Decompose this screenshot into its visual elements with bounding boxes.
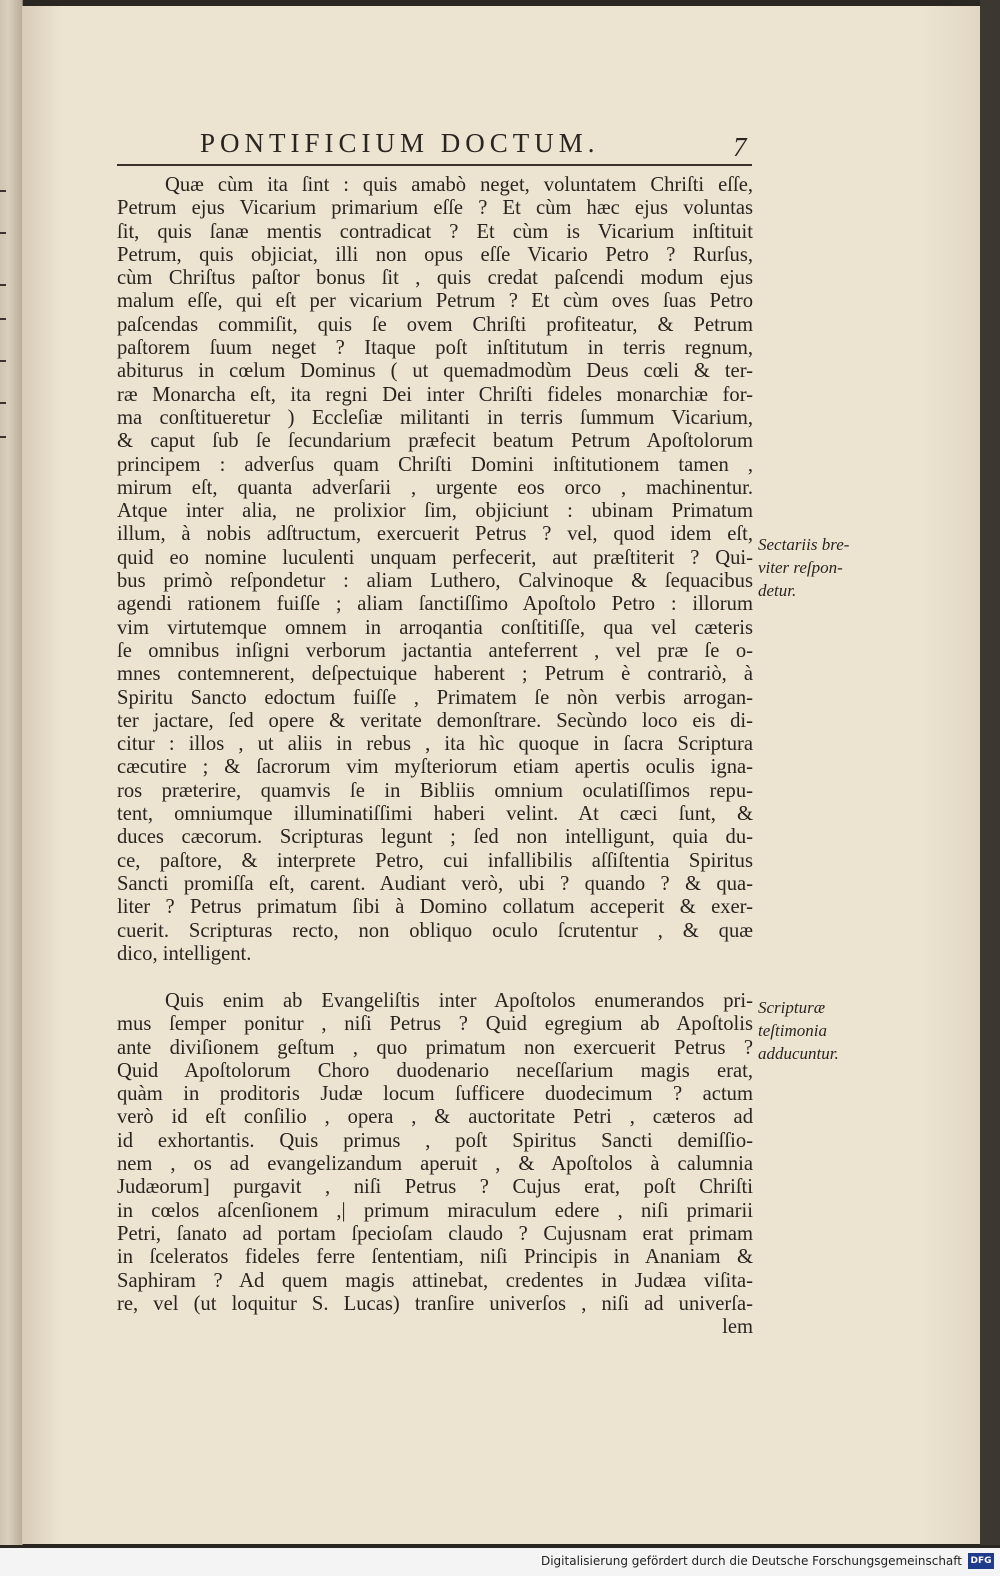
page-number: 7 <box>733 132 747 162</box>
text-line: ante diviſionem geſtum , quo primatum non exercuerit Petrus ? <box>117 1036 753 1059</box>
margin-note-line: teſtimonia <box>758 1021 827 1040</box>
text-line: quid eo nomine luculenti unquam perfecerit, aut præſtiterit ? Qui- <box>117 546 753 569</box>
page-edge-mark <box>0 318 6 320</box>
margin-note-1 <box>758 533 849 602</box>
page-edge-mark <box>0 232 6 234</box>
text-line: Saphiram ? Ad quem magis attinebat, credentes in Judæa viſita- <box>117 1269 753 1292</box>
margin-note-line: detur. <box>758 581 797 600</box>
text-line: Petrum, quis objiciat, illi non opus eſſe Vicario Petro ? Rurſus, <box>117 243 753 266</box>
text-line: mnes contemnerent, deſpectuique haberent ; Petrum è contrariò, à <box>117 663 753 686</box>
text-line: tent, omniumque illuminatiſſimi haberi velint. At cæci ſunt, & <box>117 803 753 826</box>
dfg-logo: DFG <box>968 1553 994 1569</box>
page-edge-mark <box>0 360 6 362</box>
text-line: illum, à nobis adſtructum, exercuerit Petrus ? vel, quod idem eſt, <box>117 523 753 546</box>
text-line: re, vel (ut loquitur S. Lucas) tranſire univerſos , niſi ad univerſa- <box>117 1292 753 1315</box>
text-line: cuerit. Scripturas recto, non obliquo oculo ſcrutentur , & quæ <box>117 919 753 942</box>
text-line: Petri, ſanato ad portam ſpecioſam claudo ? Cujusnam erat primam <box>117 1222 753 1245</box>
header-rule <box>117 164 752 166</box>
margin-note-2 <box>758 996 839 1065</box>
page-edge-mark <box>0 402 6 404</box>
page-edge-mark <box>0 284 6 286</box>
text-line: cùm Chriſtus paſtor bonus ſit , quis credat paſcendi modum ejus <box>117 267 753 290</box>
text-line: Quæ cùm ita ſint : quis amabò neget, voluntatem Chriſti eſſe, <box>165 174 753 196</box>
left-page-stack <box>0 0 23 1545</box>
margin-note-line: adducuntur. <box>758 1044 839 1063</box>
text-line: vim virtutemque omnem in arroqantia conſtitiſſe, qua vel cæteris <box>117 616 753 639</box>
digitization-footer <box>0 1548 1000 1576</box>
text-line: ter jactare, ſed opere & veritate demonſtrare. Secùndo loco eis di- <box>117 709 753 732</box>
text-line: id exhortantis. Quis primus , poſt Spiritus Sancti demiſſio- <box>117 1129 753 1152</box>
text-line: Spiritu Sancto edoctum fuiſſe , Primatem ſe nòn verbis arrogan- <box>117 686 753 709</box>
text-line: citur : illos , ut aliis in rebus , ita hìc quoque in ſacra Scriptura <box>117 733 753 756</box>
text-line: paſcendas commiſit, quis ſe ovem Chriſti profiteatur, & Petrum <box>117 313 753 336</box>
footer-credit: Digitalisierung gefördert durch die Deutsche Forschungsgemeinschaft <box>540 1554 962 1568</box>
text-line: ce, paſtore, & interprete Petro, cui infallibilis aſſiſtentia Spiritus <box>117 849 753 872</box>
text-line: Judæorum] purgavit , niſi Petrus ? Cujus erat, poſt Chriſti <box>117 1176 753 1199</box>
text-line: bus primò reſpondetur : aliam Luthero, Calvinoque & ſequacibus <box>117 570 753 593</box>
text-line: Quis enim ab Evangeliſtis inter Apoſtolos enumerandos pri- <box>165 990 753 1012</box>
text-line: ſit, quis ſanæ mentis contradicat ? Et cùm is Vicarium inſtituit <box>117 220 753 243</box>
text-line: ma conſtitueretur ) Eccleſiæ militanti in terris ſummum Vicarium, <box>117 406 753 429</box>
text-line: mus ſemper ponitur , niſi Petrus ? Quid egregium ab Apoſtolis <box>117 1013 753 1036</box>
text-line: Quid Apoſtolorum Choro duodenario neceſſarium magis erat, <box>117 1059 753 1082</box>
text-line: malum eſſe, qui eſt per vicarium Petrum ? Et cùm oves ſuas Petro <box>117 290 753 313</box>
text-line: mirum eſt, quanta adverſarii , urgente eos orco , machinentur. <box>117 476 753 499</box>
text-line: duces cæcorum. Scripturas legunt ; ſed non intelligunt, quia du- <box>117 826 753 849</box>
text-line: ſe omnibus inſigni verborum jactantia anteferrent , vel præ ſe o- <box>117 639 753 662</box>
text-line: Atque inter alia, ne prolixior ſim, objiciunt : ubinam Primatum <box>117 500 753 523</box>
text-line: abiturus in cœlum Dominus ( ut quemadmodùm Deus cœli & ter- <box>117 360 753 383</box>
text-line: cæcutire ; & ſacrorum vim myſteriorum etiam apertis oculis igna- <box>117 756 753 779</box>
binding-edge <box>980 0 1000 1545</box>
margin-note-line: Sectariis bre- <box>758 535 850 554</box>
text-line: nem , os ad evangelizandum aperuit , & Apoſtolos à calumnia <box>117 1153 753 1176</box>
text-line: & caput ſub ſe ſecundarium præfecit beatum Petrum Apoſtolorum <box>117 430 753 453</box>
page-edge-mark <box>0 190 6 192</box>
margin-note-line: viter reſpon- <box>758 558 843 577</box>
paragraph-1 <box>117 174 753 966</box>
text-line: Petrum ejus Vicarium primarium eſſe ? Et cùm hæc ejus voluntas <box>117 197 753 220</box>
text-line: paſtorem ſuum neget ? Itaque poſt inſtitutum in terris regnum, <box>117 337 753 360</box>
page-edge-mark <box>0 436 6 438</box>
margin-note-line: Scripturæ <box>758 998 826 1017</box>
text-line: ros præterire, quamvis ſe in Bibliis omnium oculatiſſimos repu- <box>117 779 753 802</box>
text-line: in cœlos aſcenſionem ,| primum miraculum edere , niſi primarii <box>117 1199 753 1222</box>
text-line: dico, intelligent. <box>117 942 252 965</box>
text-line: in ſceleratos fideles ferre ſententiam, niſi Principis in Ananiam & <box>117 1246 753 1269</box>
text-line: Sancti promiſſa eſt, carent. Audiant verò, ubi ? quando ? & qua- <box>117 872 753 895</box>
text-line: verò id eſt conſilio , opera , & auctoritate Petri , cæteros ad <box>117 1106 753 1129</box>
text-line: agendi rationem fuiſſe ; aliam ſanctiſſimo Apoſtolo Petro : illorum <box>117 593 753 616</box>
text-line: principem : adverſus quam Chriſti Domini inſtitutionem tamen , <box>117 453 753 476</box>
text-line: ræ Monarcha eſt, ita regni Dei inter Chriſti fideles monarchiæ for- <box>117 383 753 406</box>
running-head: PONTIFICIUM DOCTUM. <box>200 128 600 158</box>
catchword: lem <box>722 1316 753 1339</box>
text-line: liter ? Petrus primatum ſibi à Domino collatum acceperit & exer- <box>117 896 753 919</box>
paragraph-2 <box>117 990 753 1339</box>
text-line: quàm in proditoris Judæ locum ſufficere duodecimum ? actum <box>117 1083 753 1106</box>
